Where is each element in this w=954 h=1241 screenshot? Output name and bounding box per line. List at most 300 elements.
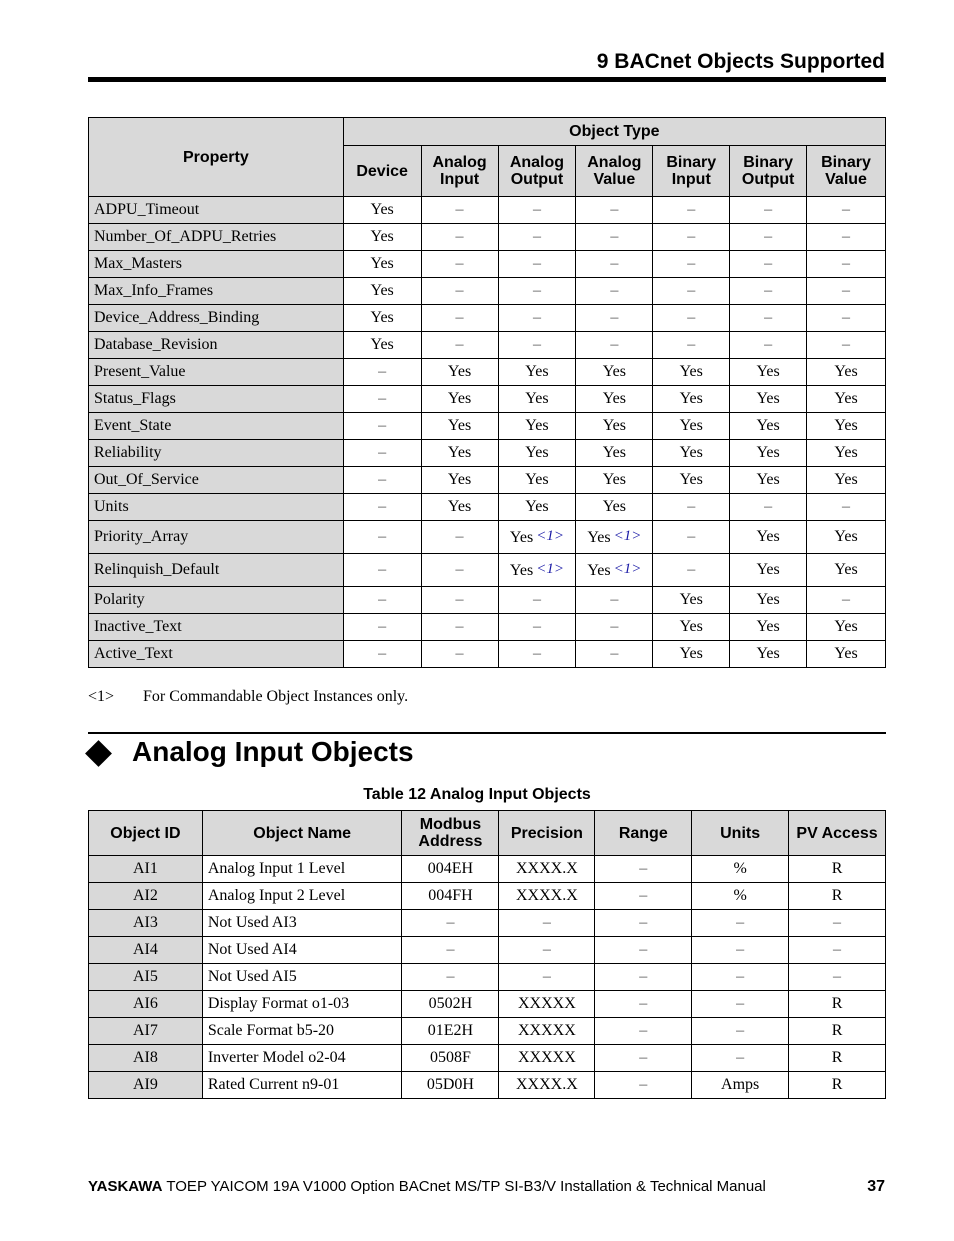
support-value: Yes bbox=[679, 444, 703, 461]
object-id-cell: AI5 bbox=[89, 964, 203, 991]
table-cell: – bbox=[692, 910, 789, 937]
support-cell bbox=[807, 467, 886, 494]
support-cell bbox=[730, 278, 807, 305]
support-cell bbox=[343, 305, 421, 332]
support-cell bbox=[343, 494, 421, 521]
table-row bbox=[89, 587, 886, 614]
support-value: – bbox=[764, 201, 773, 218]
table-cell: – bbox=[595, 856, 692, 883]
support-cell bbox=[730, 332, 807, 359]
support-cell bbox=[498, 197, 576, 224]
support-value: Yes bbox=[679, 618, 703, 635]
support-cell bbox=[343, 554, 421, 587]
support-value: – bbox=[764, 336, 773, 353]
table-row bbox=[89, 305, 886, 332]
support-value: – bbox=[455, 336, 464, 353]
support-value: Yes bbox=[679, 471, 703, 488]
table-cell: 0502H bbox=[402, 991, 499, 1018]
object-id-cell: AI2 bbox=[89, 883, 203, 910]
support-cell bbox=[576, 467, 653, 494]
support-value: Yes bbox=[834, 618, 858, 635]
table-row bbox=[89, 440, 886, 467]
support-value: Yes bbox=[756, 471, 780, 488]
support-cell bbox=[576, 554, 653, 587]
support-cell bbox=[576, 413, 653, 440]
support-cell bbox=[421, 386, 498, 413]
support-value: Yes bbox=[447, 417, 472, 434]
support-value: – bbox=[842, 282, 851, 299]
table-cell: R bbox=[789, 991, 886, 1018]
table-cell: – bbox=[499, 910, 595, 937]
table-cell: – bbox=[499, 937, 595, 964]
support-cell bbox=[807, 521, 886, 554]
support-cell bbox=[576, 494, 653, 521]
support-value: – bbox=[455, 645, 464, 662]
support-value: Yes bbox=[370, 336, 394, 353]
support-value: Yes bbox=[756, 561, 780, 578]
support-cell bbox=[576, 278, 653, 305]
support-cell bbox=[807, 278, 886, 305]
table-row bbox=[89, 197, 886, 224]
support-cell bbox=[807, 413, 886, 440]
column-header: Precision bbox=[499, 811, 595, 856]
support-value: – bbox=[378, 618, 387, 635]
support-cell bbox=[653, 467, 730, 494]
support-value: Yes bbox=[602, 390, 626, 407]
table-cell: R bbox=[789, 1072, 886, 1099]
column-header: Object Name bbox=[202, 811, 402, 856]
support-cell bbox=[807, 587, 886, 614]
table-cell: – bbox=[595, 937, 692, 964]
support-value: Yes bbox=[756, 444, 780, 461]
support-cell bbox=[343, 521, 421, 554]
table-row bbox=[89, 910, 886, 937]
support-cell bbox=[576, 614, 653, 641]
table-cell: – bbox=[595, 910, 692, 937]
support-value: – bbox=[610, 591, 619, 608]
support-value: Yes bbox=[679, 390, 703, 407]
footer-text: TOEP YAICOM 19A V1000 Option BACnet MS/TP SI-B3/V Installation & Technical Manual bbox=[166, 1178, 766, 1195]
support-cell bbox=[421, 251, 498, 278]
footnote-reference: <1> bbox=[536, 527, 564, 544]
support-value: Yes bbox=[679, 363, 703, 380]
support-value: – bbox=[378, 471, 387, 488]
object-type-column-header: Analog Value bbox=[576, 146, 653, 197]
support-cell bbox=[653, 359, 730, 386]
support-cell bbox=[653, 494, 730, 521]
support-value: – bbox=[455, 228, 464, 245]
support-value: Yes bbox=[756, 591, 780, 608]
support-cell bbox=[730, 386, 807, 413]
support-cell bbox=[576, 587, 653, 614]
support-cell bbox=[807, 359, 886, 386]
support-cell bbox=[730, 641, 807, 668]
table-cell: – bbox=[595, 1018, 692, 1045]
support-value: Yes bbox=[370, 255, 394, 272]
support-value: Yes bbox=[834, 390, 858, 407]
object-id-cell: AI1 bbox=[89, 856, 203, 883]
support-cell bbox=[730, 494, 807, 521]
table-cell: Analog Input 1 Level bbox=[202, 856, 402, 883]
property-name-cell: Number_Of_ADPU_Retries bbox=[89, 224, 344, 251]
support-cell bbox=[421, 305, 498, 332]
support-value: Yes bbox=[834, 528, 858, 545]
support-cell bbox=[730, 305, 807, 332]
support-value: Yes bbox=[509, 561, 534, 579]
support-cell bbox=[498, 386, 576, 413]
support-value: – bbox=[455, 282, 464, 299]
support-cell bbox=[343, 413, 421, 440]
support-value: Yes bbox=[525, 363, 549, 380]
support-value: – bbox=[842, 255, 851, 272]
table-row bbox=[89, 964, 886, 991]
property-name-cell: Status_Flags bbox=[89, 386, 344, 413]
footnote-mark: <1> bbox=[88, 688, 115, 705]
table-row bbox=[89, 413, 886, 440]
support-cell bbox=[653, 521, 730, 554]
property-name-cell: Polarity bbox=[89, 587, 344, 614]
support-cell bbox=[807, 386, 886, 413]
support-value: Yes bbox=[679, 417, 703, 434]
table-cell: – bbox=[692, 1045, 789, 1072]
table-cell: – bbox=[595, 883, 692, 910]
support-cell bbox=[421, 224, 498, 251]
support-cell bbox=[343, 440, 421, 467]
table-cell: – bbox=[595, 1072, 692, 1099]
object-type-column-header: Device bbox=[343, 146, 421, 197]
table-cell: – bbox=[789, 910, 886, 937]
support-value: Yes bbox=[756, 618, 780, 635]
support-cell bbox=[576, 197, 653, 224]
support-value: Yes bbox=[756, 363, 780, 380]
support-value: – bbox=[687, 336, 696, 353]
support-cell bbox=[653, 386, 730, 413]
support-cell bbox=[653, 641, 730, 668]
table-cell: 0508F bbox=[402, 1045, 499, 1072]
support-value: – bbox=[764, 228, 773, 245]
table-cell: XXXXX bbox=[499, 1045, 595, 1072]
support-value: Yes bbox=[370, 228, 394, 245]
support-cell bbox=[421, 359, 498, 386]
support-value: Yes bbox=[525, 498, 549, 515]
support-cell bbox=[576, 332, 653, 359]
support-value: – bbox=[764, 282, 773, 299]
table-cell: R bbox=[789, 883, 886, 910]
support-value: – bbox=[687, 282, 696, 299]
table-cell: 004EH bbox=[402, 856, 499, 883]
support-cell bbox=[421, 521, 498, 554]
column-header: Modbus Address bbox=[402, 811, 499, 856]
support-cell bbox=[730, 440, 807, 467]
table-row bbox=[89, 641, 886, 668]
support-value: Yes bbox=[602, 363, 626, 380]
support-value: – bbox=[532, 336, 541, 353]
support-cell bbox=[343, 614, 421, 641]
table-row bbox=[89, 359, 886, 386]
support-value: Yes bbox=[370, 201, 394, 218]
table-row bbox=[89, 937, 886, 964]
support-cell bbox=[730, 467, 807, 494]
support-cell bbox=[498, 251, 576, 278]
support-value: Yes bbox=[525, 471, 549, 488]
footnote-reference: <1> bbox=[613, 560, 642, 577]
support-value: Yes bbox=[370, 282, 394, 299]
property-name-cell: Out_Of_Service bbox=[89, 467, 344, 494]
support-value: Yes bbox=[602, 498, 626, 515]
section-title: Analog Input Objects bbox=[132, 736, 414, 767]
support-value: Yes bbox=[679, 645, 703, 662]
support-cell bbox=[730, 413, 807, 440]
support-value: Yes bbox=[587, 528, 611, 546]
support-cell bbox=[498, 554, 576, 587]
support-value: – bbox=[378, 363, 387, 380]
table-cell: – bbox=[402, 937, 499, 964]
support-cell bbox=[498, 614, 576, 641]
support-value: – bbox=[764, 255, 773, 272]
support-value: – bbox=[687, 309, 696, 326]
table-cell: – bbox=[595, 1045, 692, 1072]
table-row bbox=[89, 278, 886, 305]
support-cell bbox=[498, 641, 576, 668]
support-value: – bbox=[687, 528, 696, 545]
support-cell bbox=[730, 359, 807, 386]
column-header: Object ID bbox=[89, 811, 203, 856]
property-name-cell: Present_Value bbox=[89, 359, 344, 386]
analog-input-objects-table bbox=[88, 810, 886, 1099]
support-value: – bbox=[455, 561, 464, 578]
support-cell bbox=[807, 494, 886, 521]
page-header-title: 9 BACnet Objects Supported bbox=[596, 50, 885, 73]
table-cell: Inverter Model o2-04 bbox=[202, 1045, 402, 1072]
support-cell bbox=[653, 332, 730, 359]
support-value: – bbox=[378, 591, 387, 608]
support-value: – bbox=[842, 591, 851, 608]
support-value: Yes bbox=[447, 471, 472, 488]
support-cell bbox=[498, 413, 576, 440]
support-cell bbox=[343, 278, 421, 305]
table-cell: – bbox=[499, 964, 595, 991]
support-cell bbox=[807, 224, 886, 251]
table-cell: Analog Input 2 Level bbox=[202, 883, 402, 910]
table-row bbox=[89, 1045, 886, 1072]
support-value: – bbox=[842, 201, 851, 218]
support-value: – bbox=[687, 201, 696, 218]
support-cell bbox=[343, 332, 421, 359]
object-id-cell: AI3 bbox=[89, 910, 203, 937]
property-name-cell: Device_Address_Binding bbox=[89, 305, 344, 332]
support-cell bbox=[807, 197, 886, 224]
support-cell bbox=[498, 224, 576, 251]
support-cell bbox=[653, 305, 730, 332]
support-value: Yes bbox=[509, 528, 534, 546]
support-value: – bbox=[687, 561, 696, 578]
support-value: – bbox=[378, 390, 387, 407]
table-cell: % bbox=[692, 883, 789, 910]
support-value: Yes bbox=[602, 471, 626, 488]
property-name-cell: Active_Text bbox=[89, 641, 344, 668]
object-type-column-header: Analog Input bbox=[421, 146, 498, 197]
support-value: Yes bbox=[447, 363, 472, 380]
table-row bbox=[89, 1018, 886, 1045]
support-cell bbox=[576, 440, 653, 467]
table-cell: R bbox=[789, 856, 886, 883]
support-value: Yes bbox=[756, 528, 780, 545]
support-value: – bbox=[610, 336, 619, 353]
support-cell bbox=[653, 224, 730, 251]
object-id-cell: AI6 bbox=[89, 991, 203, 1018]
column-header: PV Access bbox=[789, 811, 886, 856]
support-cell bbox=[421, 413, 498, 440]
property-name-cell: Inactive_Text bbox=[89, 614, 344, 641]
table-cell: – bbox=[595, 991, 692, 1018]
support-cell bbox=[343, 224, 421, 251]
table-cell: Scale Format b5-20 bbox=[202, 1018, 402, 1045]
table-row bbox=[89, 554, 886, 587]
support-value: – bbox=[842, 336, 851, 353]
support-cell bbox=[343, 587, 421, 614]
table-cell: Rated Current n9-01 bbox=[202, 1072, 402, 1099]
support-value: Yes bbox=[756, 390, 780, 407]
support-value: – bbox=[532, 645, 541, 662]
table-cell: XXXX.X bbox=[499, 856, 595, 883]
support-value: Yes bbox=[834, 417, 858, 434]
support-value: Yes bbox=[447, 390, 472, 407]
support-value: Yes bbox=[525, 390, 549, 407]
support-value: – bbox=[532, 201, 541, 218]
support-cell bbox=[653, 614, 730, 641]
table-row bbox=[89, 494, 886, 521]
table-row bbox=[89, 467, 886, 494]
table-cell: XXXX.X bbox=[499, 1072, 595, 1099]
table-row bbox=[89, 614, 886, 641]
support-cell bbox=[498, 467, 576, 494]
table-cell: – bbox=[789, 937, 886, 964]
support-value: – bbox=[764, 498, 773, 515]
support-cell bbox=[498, 305, 576, 332]
support-cell bbox=[498, 494, 576, 521]
table-cell: XXXX.X bbox=[499, 883, 595, 910]
support-cell bbox=[730, 224, 807, 251]
support-cell bbox=[343, 467, 421, 494]
support-value: Yes bbox=[834, 561, 858, 578]
support-cell bbox=[576, 305, 653, 332]
support-cell bbox=[730, 587, 807, 614]
table-row bbox=[89, 856, 886, 883]
support-value: – bbox=[455, 255, 464, 272]
support-cell bbox=[498, 332, 576, 359]
object-id-cell: AI7 bbox=[89, 1018, 203, 1045]
table-cell: 05D0H bbox=[402, 1072, 499, 1099]
support-value: Yes bbox=[447, 444, 472, 461]
support-value: – bbox=[455, 201, 464, 218]
property-name-cell: Event_State bbox=[89, 413, 344, 440]
column-header: Range bbox=[595, 811, 692, 856]
property-name-cell: Database_Revision bbox=[89, 332, 344, 359]
support-value: – bbox=[532, 228, 541, 245]
support-cell bbox=[421, 614, 498, 641]
property-name-cell: Units bbox=[89, 494, 344, 521]
support-cell bbox=[421, 587, 498, 614]
support-value: – bbox=[687, 498, 696, 515]
property-name-cell: Priority_Array bbox=[89, 521, 344, 554]
support-cell bbox=[576, 386, 653, 413]
table-cell: Not Used AI4 bbox=[202, 937, 402, 964]
support-cell bbox=[498, 359, 576, 386]
support-cell bbox=[421, 467, 498, 494]
support-value: – bbox=[687, 255, 696, 272]
support-cell bbox=[807, 614, 886, 641]
support-value: Yes bbox=[834, 444, 858, 461]
column-header: Units bbox=[692, 811, 789, 856]
support-cell bbox=[653, 554, 730, 587]
support-cell bbox=[343, 251, 421, 278]
property-support-table bbox=[88, 117, 886, 668]
support-value: – bbox=[378, 645, 387, 662]
support-cell bbox=[576, 251, 653, 278]
support-cell bbox=[421, 197, 498, 224]
support-value: – bbox=[378, 444, 387, 461]
support-cell bbox=[421, 554, 498, 587]
support-value: Yes bbox=[525, 417, 549, 434]
property-name-cell: ADPU_Timeout bbox=[89, 197, 344, 224]
support-value: Yes bbox=[679, 591, 703, 608]
property-name-cell: Max_Info_Frames bbox=[89, 278, 344, 305]
property-name-cell: Max_Masters bbox=[89, 251, 344, 278]
table-row bbox=[89, 251, 886, 278]
table-caption: Table 12 Analog Input Objects bbox=[363, 786, 591, 803]
table-cell: Not Used AI5 bbox=[202, 964, 402, 991]
support-value: – bbox=[842, 498, 851, 515]
support-cell bbox=[576, 224, 653, 251]
support-value: – bbox=[532, 309, 541, 326]
footnote-text: For Commandable Object Instances only. bbox=[143, 688, 409, 705]
support-value: – bbox=[455, 618, 464, 635]
support-cell bbox=[653, 278, 730, 305]
table-cell: – bbox=[692, 937, 789, 964]
page-number: 37 bbox=[867, 1178, 885, 1195]
footer-manual-title bbox=[88, 1178, 766, 1195]
support-cell bbox=[498, 587, 576, 614]
support-value: – bbox=[532, 255, 541, 272]
support-cell bbox=[807, 305, 886, 332]
support-value: – bbox=[610, 228, 619, 245]
table-cell: 01E2H bbox=[402, 1018, 499, 1045]
table-cell: – bbox=[692, 991, 789, 1018]
support-value: – bbox=[378, 498, 387, 515]
header-rule bbox=[88, 77, 886, 82]
support-cell bbox=[653, 587, 730, 614]
support-value: Yes bbox=[834, 645, 858, 662]
table-cell: 004FH bbox=[402, 883, 499, 910]
support-value: – bbox=[610, 309, 619, 326]
support-value: – bbox=[455, 528, 464, 545]
support-cell bbox=[576, 641, 653, 668]
support-cell bbox=[653, 197, 730, 224]
support-value: – bbox=[764, 309, 773, 326]
support-cell bbox=[343, 197, 421, 224]
object-type-column-header: Analog Output bbox=[498, 146, 576, 197]
support-cell bbox=[498, 521, 576, 554]
support-value: – bbox=[532, 282, 541, 299]
support-cell bbox=[421, 332, 498, 359]
support-cell bbox=[730, 614, 807, 641]
support-value: Yes bbox=[447, 498, 472, 515]
object-type-column-header: Binary Input bbox=[653, 146, 730, 197]
table-cell: – bbox=[402, 910, 499, 937]
support-value: Yes bbox=[834, 471, 858, 488]
support-cell bbox=[498, 440, 576, 467]
support-value: Yes bbox=[370, 309, 394, 326]
